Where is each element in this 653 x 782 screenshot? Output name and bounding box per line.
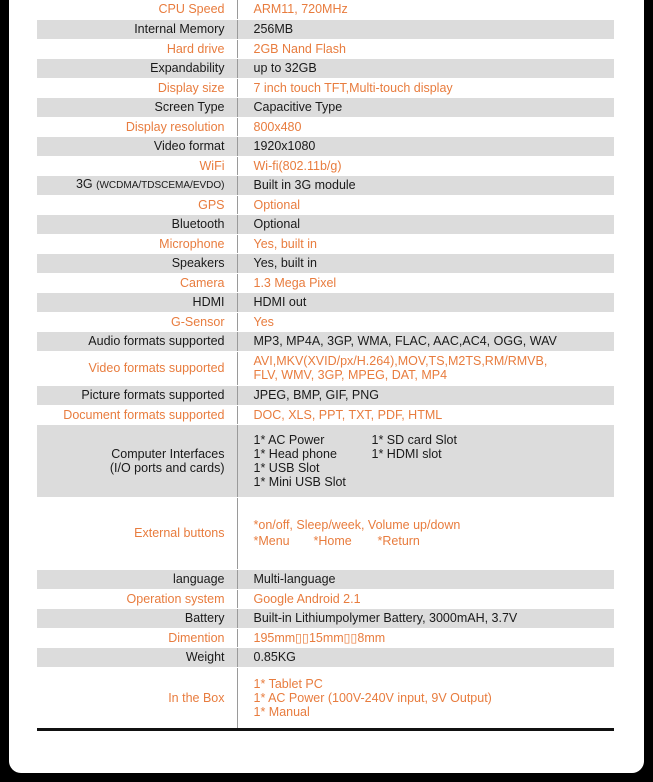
button-item: *Home [313, 534, 352, 548]
table-row [37, 58, 614, 78]
interface-item: 1* Mini USB Slot [253, 474, 346, 489]
row-label [37, 175, 237, 195]
buttons-list [254, 533, 615, 549]
row-value: 195mm▯▯15mm▯▯8mm [237, 628, 614, 647]
table-row [37, 253, 614, 273]
row-label: HDMI [37, 292, 237, 312]
row-label: External buttons [37, 497, 237, 569]
table-row [37, 589, 614, 608]
table-row [37, 331, 614, 351]
interface-item: 1* USB Slot [253, 460, 320, 475]
row-value: Capacitive Type [237, 97, 614, 117]
table-row [37, 195, 614, 214]
row-label: Expandability [37, 58, 237, 78]
row-value: Yes [237, 312, 614, 331]
row-label: Document formats supported [37, 405, 237, 424]
spec-table [37, 0, 614, 730]
table-row [37, 19, 614, 39]
table-row [37, 273, 614, 292]
table-row [37, 136, 614, 156]
row-label: G-Sensor [37, 312, 237, 331]
row-value: Google Android 2.1 [237, 589, 614, 608]
button-item: *Return [377, 534, 420, 548]
row-value: Yes, built in [237, 234, 614, 253]
table-row [37, 39, 614, 58]
table-row [37, 97, 614, 117]
row-value: Yes, built in [237, 253, 614, 273]
interface-item: 1* AC Power [253, 432, 325, 447]
table-row [37, 569, 614, 589]
table-row [37, 78, 614, 97]
label-line: Computer Interfaces [111, 446, 225, 461]
table-row [37, 292, 614, 312]
row-value: Built in 3G module [237, 175, 614, 195]
interfaces-col-2 [372, 433, 457, 489]
row-label: Display resolution [37, 117, 237, 136]
table-row [37, 234, 614, 253]
row-value: DOC, XLS, PPT, TXT, PDF, HTML [237, 405, 614, 424]
row-label: Internal Memory [37, 19, 237, 39]
interface-item: 1* Head phone [253, 446, 337, 461]
row-label: Picture formats supported [37, 385, 237, 405]
table-row [37, 214, 614, 234]
row-value [237, 667, 614, 729]
row-label: In the Box [37, 667, 237, 729]
row-label: Dimention [37, 628, 237, 647]
row-value: Optional [237, 214, 614, 234]
row-value [237, 351, 614, 385]
table-row [37, 117, 614, 136]
row-label: language [37, 569, 237, 589]
row-value: up to 32GB [237, 58, 614, 78]
label-line: (I/O ports and cards) [109, 460, 225, 475]
row-label [37, 424, 237, 497]
table-row [37, 156, 614, 175]
table-row [37, 628, 614, 647]
row-value: Wi-fi(802.11b/g) [237, 156, 614, 175]
row-label: Bluetooth [37, 214, 237, 234]
table-row [37, 497, 614, 569]
box-item: 1* Manual [253, 705, 310, 719]
row-value: HDMI out [237, 292, 614, 312]
value-line: *on/off, Sleep/week, Volume up/down [253, 518, 461, 532]
row-value: 7 inch touch TFT,Multi-touch display [237, 78, 614, 97]
row-label: Operation system [37, 589, 237, 608]
row-label: GPS [37, 195, 237, 214]
row-value: 0.85KG [237, 647, 614, 667]
row-value: MP3, MP4A, 3GP, WMA, FLAC, AAC,AC4, OGG, WAV [237, 331, 614, 351]
row-label: Audio formats supported [37, 331, 237, 351]
row-value: ARM11, 720MHz [237, 0, 614, 19]
box-item: 1* AC Power (100V-240V input, 9V Output) [253, 691, 492, 705]
row-label: Display size [37, 78, 237, 97]
row-value: Built-in Lithiumpolymer Battery, 3000mAH, 3.7V [237, 608, 614, 628]
table-row [37, 175, 614, 195]
row-label: Weight [37, 647, 237, 667]
table-row [37, 312, 614, 331]
value-line: AVI,MKV(XVID/px/H.264),MOV,TS,M2TS,RM/RMVB, [253, 354, 548, 368]
row-value: 1920x1080 [237, 136, 614, 156]
row-value: Optional [237, 195, 614, 214]
box-item: 1* Tablet PC [253, 677, 323, 691]
row-label-main: 3G [75, 177, 93, 191]
row-value [237, 497, 614, 569]
interfaces-list [254, 433, 615, 489]
interfaces-col-1 [254, 433, 372, 489]
table-row [37, 405, 614, 424]
row-value: 256MB [237, 19, 614, 39]
row-label-small: (WCDMA/TDSCEMA/EVDO) [96, 180, 225, 191]
interface-item: 1* HDMI slot [371, 446, 442, 461]
table-row [37, 667, 614, 729]
row-label: Screen Type [37, 97, 237, 117]
table-row [37, 351, 614, 385]
row-label: Hard drive [37, 39, 237, 58]
bottom-rule [37, 728, 614, 731]
row-value: 1.3 Mega Pixel [237, 273, 614, 292]
table-row [37, 608, 614, 628]
row-value: 800x480 [237, 117, 614, 136]
row-label: Video formats supported [37, 351, 237, 385]
row-value: 2GB Nand Flash [237, 39, 614, 58]
row-label: Battery [37, 608, 237, 628]
row-label: Speakers [37, 253, 237, 273]
button-item: *Menu [253, 534, 290, 548]
row-label: Microphone [37, 234, 237, 253]
table-row [37, 0, 614, 19]
table-row [37, 385, 614, 405]
row-label: Video format [37, 136, 237, 156]
value-line: FLV, WMV, 3GP, MPEG, DAT, MP4 [253, 368, 448, 382]
row-value [237, 424, 614, 497]
row-value: Multi-language [237, 569, 614, 589]
table-row [37, 647, 614, 667]
row-label: WiFi [37, 156, 237, 175]
row-label: CPU Speed [37, 0, 237, 19]
interface-item: 1* SD card Slot [371, 432, 457, 447]
row-label: Camera [37, 273, 237, 292]
table-row [37, 424, 614, 497]
row-value: JPEG, BMP, GIF, PNG [237, 385, 614, 405]
